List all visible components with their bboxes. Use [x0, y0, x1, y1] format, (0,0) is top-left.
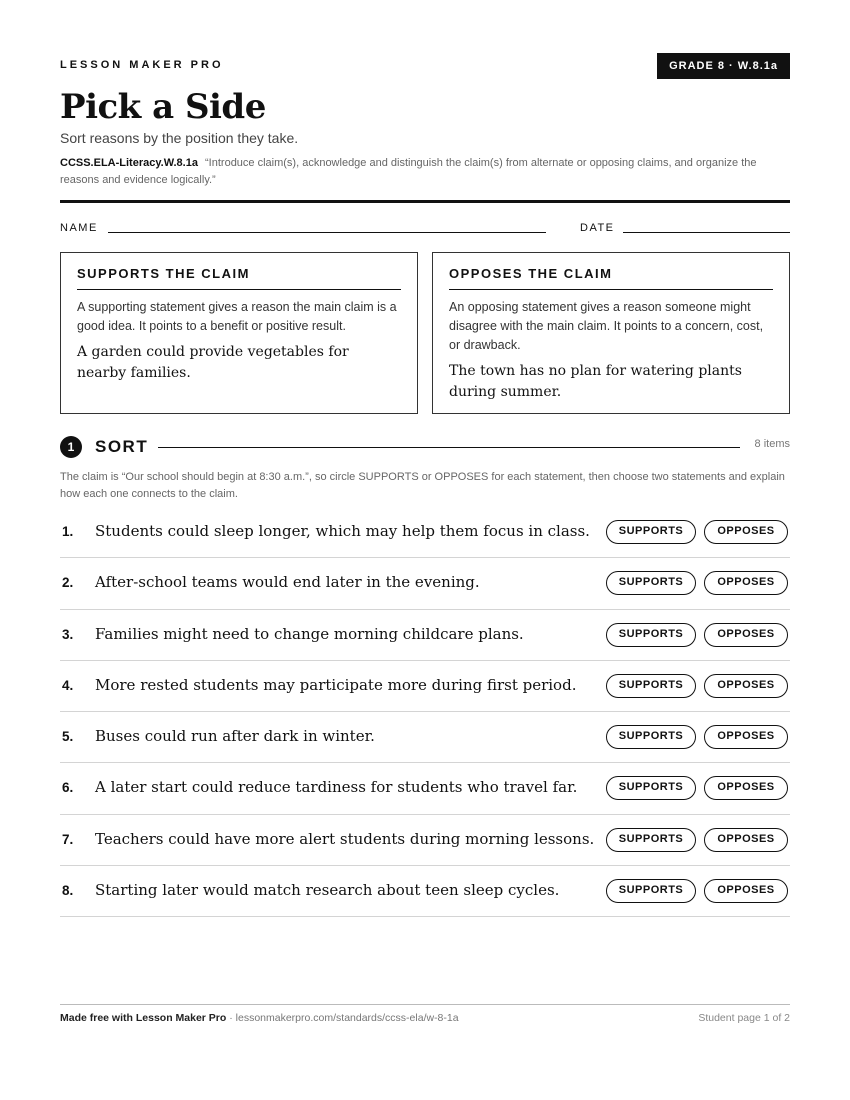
statement-row — [60, 866, 790, 917]
page-subtitle: Sort reasons by the position they take. — [60, 130, 299, 146]
supports-choice-button[interactable]: SUPPORTS — [606, 520, 696, 544]
footer-url[interactable]: lessonmakerpro.com/standards/ccss-ela/w-8-1a — [235, 1012, 459, 1024]
statement-text: Families might need to change morning childcare plans. — [95, 624, 524, 643]
statement-number: 8. — [62, 883, 74, 899]
supports-choice-button[interactable]: SUPPORTS — [606, 725, 696, 749]
opposes-choice-button[interactable]: OPPOSES — [704, 725, 788, 749]
name-label: NAME — [60, 222, 98, 234]
statement-row — [60, 507, 790, 558]
statement-text: Teachers could have more alert students during morning lessons. — [95, 829, 595, 848]
supports-choice-button[interactable]: SUPPORTS — [606, 828, 696, 852]
statement-text: More rested students may participate more during first period. — [95, 675, 577, 694]
opposes-choice-button[interactable]: OPPOSES — [704, 623, 788, 647]
statement-number: 7. — [62, 831, 74, 847]
supports-heading: SUPPORTS THE CLAIM — [77, 266, 401, 290]
brand-name: LESSON MAKER PRO — [60, 59, 224, 71]
statement-number: 3. — [62, 626, 74, 642]
section-title: SORT — [95, 437, 149, 456]
statement-text: After-school teams would end later in the evening. — [95, 573, 480, 592]
opposes-choice-button[interactable]: OPPOSES — [704, 571, 788, 595]
supports-definition-box — [60, 252, 418, 414]
standard-code: CCSS.ELA-Literacy.W.8.1a — [60, 157, 198, 169]
section-divider — [158, 447, 740, 448]
opposes-definition-box — [432, 252, 790, 414]
opposes-choice-button[interactable]: OPPOSES — [704, 674, 788, 698]
date-label: DATE — [580, 222, 615, 234]
statement-number: 2. — [62, 575, 74, 591]
statement-text: Buses could run after dark in winter. — [95, 727, 375, 746]
statement-row — [60, 712, 790, 763]
statement-row — [60, 610, 790, 661]
section-number-badge: 1 — [60, 436, 82, 458]
opposes-definition: An opposing statement gives a reason someone might disagree with the main claim. It points to a concern, cost, or drawback. — [449, 300, 764, 352]
statement-row — [60, 763, 790, 814]
supports-choice-button[interactable]: SUPPORTS — [606, 879, 696, 903]
statement-row — [60, 558, 790, 609]
standard-description — [60, 155, 790, 189]
statement-text: Starting later would match research about teen sleep cycles. — [95, 881, 560, 900]
statement-number: 6. — [62, 780, 74, 796]
supports-choice-button[interactable]: SUPPORTS — [606, 674, 696, 698]
opposes-choice-button[interactable]: OPPOSES — [704, 828, 788, 852]
page-title: Pick a Side — [60, 87, 266, 127]
statement-number: 1. — [62, 524, 74, 539]
supports-choice-button[interactable]: SUPPORTS — [606, 776, 696, 800]
statement-list — [60, 507, 790, 917]
footer-credit — [60, 1012, 459, 1024]
supports-example: A garden could provide vegetables for nearby families. — [77, 344, 349, 381]
statement-text: A later start could reduce tardiness for students who travel far. — [95, 778, 578, 797]
grade-badge: GRADE 8 · W.8.1a — [657, 53, 790, 79]
opposes-example: The town has no plan for watering plants during summer. — [449, 363, 742, 400]
statement-number: 5. — [62, 729, 74, 745]
sort-section-header — [60, 434, 790, 460]
statement-row — [60, 815, 790, 866]
opposes-heading: OPPOSES THE CLAIM — [449, 266, 773, 290]
worksheet-page — [60, 0, 790, 1100]
item-count: 8 items — [754, 438, 790, 450]
header-divider — [60, 200, 790, 203]
footer-separator: · — [226, 1012, 236, 1024]
footer-divider — [60, 1004, 790, 1005]
supports-choice-button[interactable]: SUPPORTS — [606, 623, 696, 647]
opposes-choice-button[interactable]: OPPOSES — [704, 520, 788, 544]
opposes-choice-button[interactable]: OPPOSES — [704, 776, 788, 800]
statement-row — [60, 661, 790, 712]
supports-choice-button[interactable]: SUPPORTS — [606, 571, 696, 595]
sort-instructions: The claim is “Our school should begin at 8:30 a.m.”, so circle SUPPORTS or OPPOSES for each statement, then choose two statements and explain how each one connects to the claim. — [60, 471, 785, 500]
statement-text: Students could sleep longer, which may help them focus in class. — [95, 522, 590, 540]
opposes-choice-button[interactable]: OPPOSES — [704, 879, 788, 903]
name-line[interactable] — [108, 232, 546, 233]
footer-made-with: Made free with Lesson Maker Pro — [60, 1012, 227, 1024]
standard-text: “Introduce claim(s), acknowledge and distinguish the claim(s) from alternate or opposing claims, and organize the reasons and evidence logically.” — [60, 157, 757, 186]
supports-definition: A supporting statement gives a reason the main claim is a good idea. It points to a benefit or positive result. — [77, 300, 397, 333]
statement-number: 4. — [62, 677, 74, 693]
date-line[interactable] — [623, 232, 790, 233]
page-indicator: Student page 1 of 2 — [698, 1012, 790, 1024]
